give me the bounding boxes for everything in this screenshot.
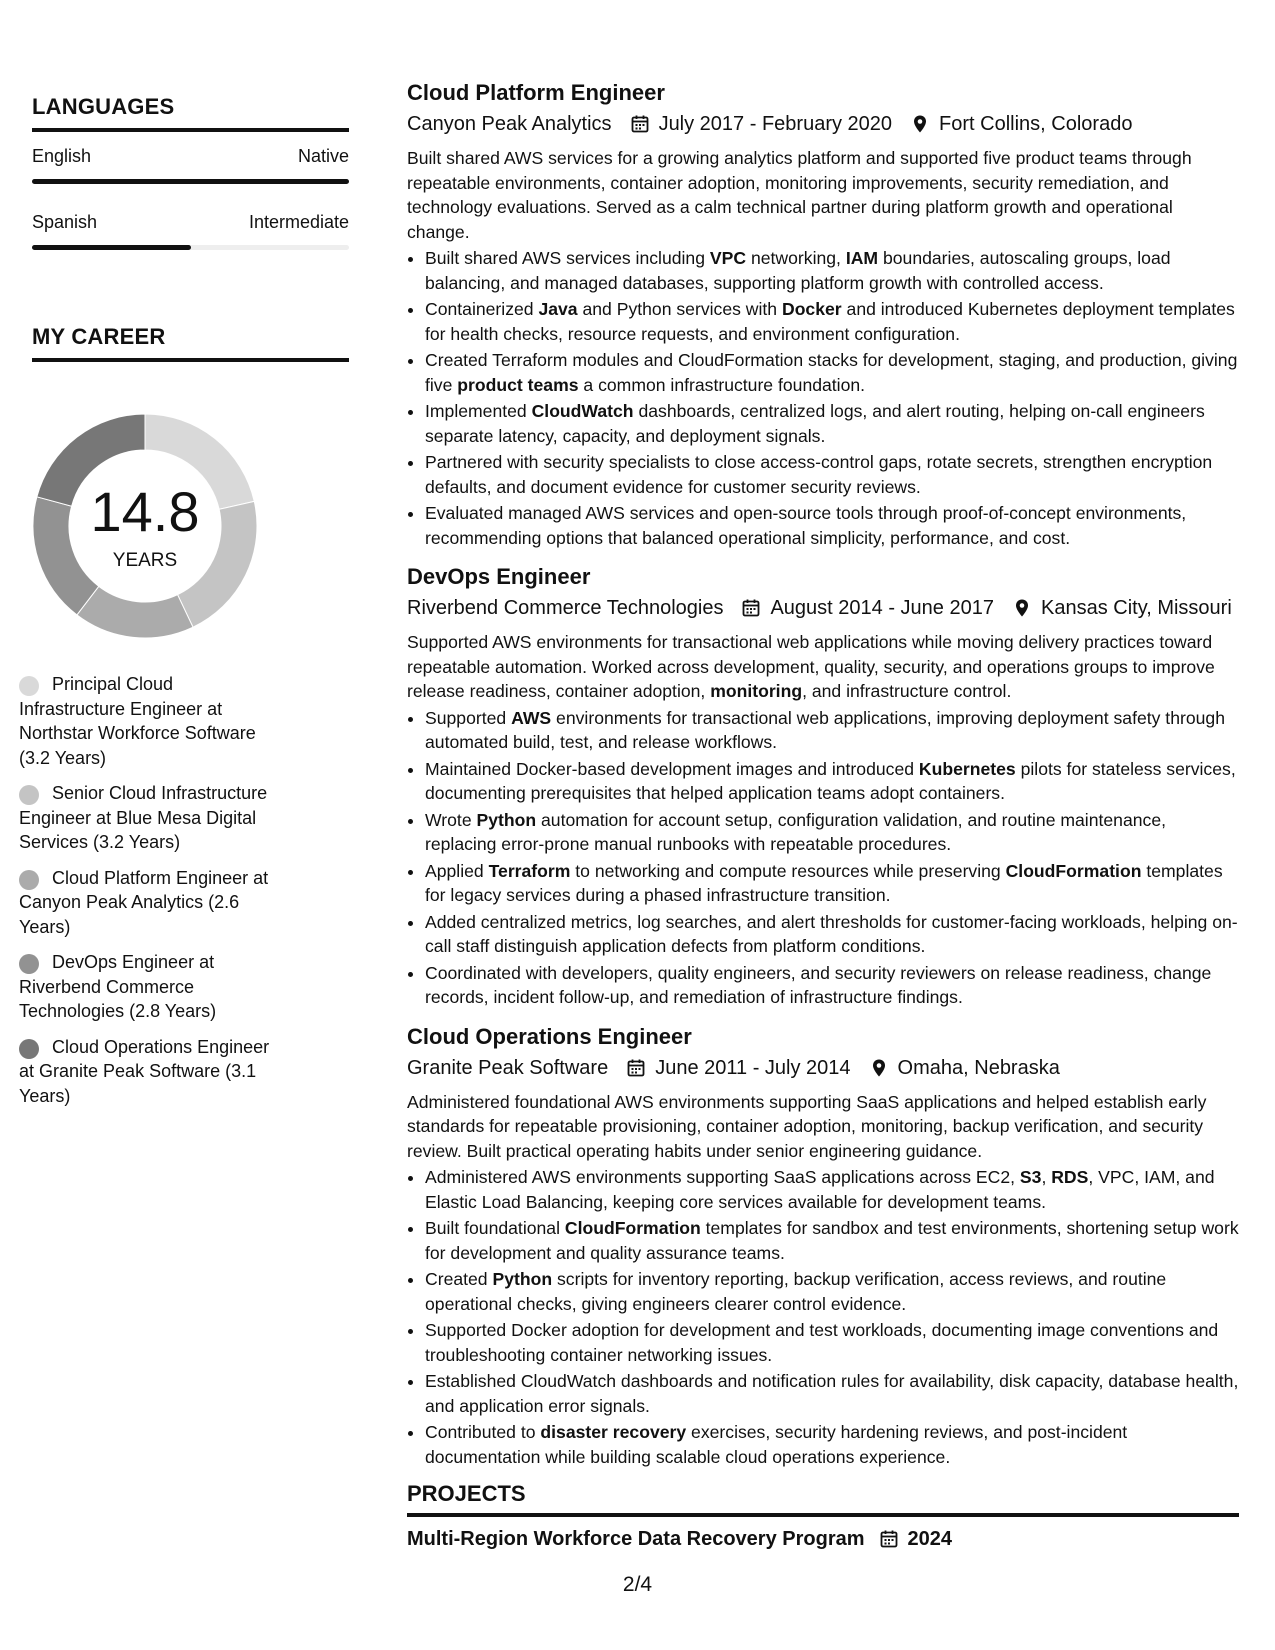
text-run: Supported AWS environments for transactional web applications while moving delivery practices toward repeatable automation. Worked across development, quality, security, and operations groups to improve release readiness, container adoption, — [407, 632, 1215, 701]
legend-swatch — [19, 785, 39, 805]
job-bullet — [425, 808, 1239, 857]
career-legend — [19, 672, 281, 1119]
legend-swatch — [19, 870, 39, 890]
text-run: and introduced Kubernetes deployment templates for health checks, resource requests, and environment configuration. — [425, 299, 1235, 344]
experience-column — [407, 78, 1239, 1555]
text-run: Created Terraform modules and CloudFormation stacks for development, staging, and production, giving five — [425, 350, 1238, 395]
job-bullet — [425, 1267, 1239, 1316]
calendar-icon — [741, 598, 761, 618]
text-run: boundaries, autoscaling groups, load balancing, and managed databases, supporting platform growth with controlled access. — [425, 248, 1171, 293]
job-summary: Built shared AWS services for a growing analytics platform and supported five product teams through repeatable environments, container adoption, monitoring improvements, security remediation, and technology evaluations. Served as a calm technical partner during platform growth and operational change. — [407, 148, 1192, 242]
keyword: CloudFormation — [1005, 860, 1142, 881]
legend-item — [19, 950, 281, 1024]
keyword: CloudWatch — [531, 401, 634, 421]
text-run: Partnered with security specialists to close access-control gaps, rotate secrets, strengthen encryption defaults, and document evidence for customer security reviews. — [425, 452, 1213, 497]
language-name: Spanish — [32, 212, 98, 232]
job-bullet — [425, 1318, 1239, 1367]
job-bullet — [425, 297, 1239, 346]
legend-item — [19, 1035, 281, 1109]
job-bullet — [425, 910, 1239, 959]
job-location: Kansas City, Missouri — [1040, 597, 1232, 619]
legend-swatch — [19, 676, 39, 696]
project-year: 2024 — [907, 1528, 953, 1550]
job-bullet — [425, 501, 1239, 550]
calendar-icon — [879, 1529, 899, 1549]
legend-label: Cloud Operations Engineer at Granite Peak Software (3.1 Years) — [19, 1036, 270, 1106]
job-dates: August 2014 - June 2017 — [770, 597, 994, 619]
keyword: monitoring — [710, 681, 803, 701]
job-company: Canyon Peak Analytics — [407, 113, 612, 135]
job-bullet — [425, 1216, 1239, 1265]
job-bullet — [425, 1165, 1239, 1214]
job-bullets — [407, 246, 1239, 550]
career-donut-chart — [33, 414, 257, 638]
calendar-icon — [626, 1058, 646, 1078]
job-title: Cloud Platform Engineer — [407, 80, 665, 105]
job-bullet — [425, 961, 1239, 1010]
map-pin-icon — [1012, 598, 1032, 618]
legend-label: Principal Cloud Infrastructure Engineer at Northstar Workforce Software (3.2 Years) — [19, 674, 256, 768]
page-number: 2/4 — [622, 1573, 653, 1596]
text-run: , and infrastructure control. — [802, 681, 1012, 701]
legend-swatch — [19, 954, 39, 974]
project-entry — [407, 1523, 1239, 1555]
job-title: Cloud Operations Engineer — [407, 1023, 692, 1049]
legend-item — [19, 866, 281, 940]
keyword: CloudFormation — [564, 1218, 701, 1238]
job-bullet — [425, 348, 1239, 397]
job-bullets — [407, 1165, 1239, 1469]
job-meta — [407, 1052, 1239, 1084]
legend-label: Cloud Platform Engineer at Canyon Peak Analytics (2.6 Years) — [19, 867, 269, 937]
text-run: , — [1041, 1167, 1052, 1187]
text-run: Built foundational — [425, 1218, 565, 1238]
text-run: a common infrastructure foundation. — [578, 374, 866, 395]
job-title: DevOps Engineer — [407, 564, 591, 589]
job-bullet — [425, 450, 1239, 499]
text-run: dashboards, centralized logs, and alert routing, helping on-call engineers separate latency, capacity, and deployment signals. — [425, 401, 1205, 446]
job-bullet — [425, 757, 1239, 806]
languages-heading: LANGUAGES — [32, 94, 349, 132]
project-name: Multi-Region Workforce Data Recovery Program — [407, 1528, 865, 1550]
text-run: networking, — [746, 248, 846, 268]
text-run: to networking and compute resources while preserving — [570, 860, 1006, 881]
legend-label: Senior Cloud Infrastructure Engineer at Blue Mesa Digital Services (3.2 Years) — [19, 783, 268, 852]
legend-label: DevOps Engineer at Riverbend Commerce Technologies (2.8 Years) — [19, 952, 217, 1021]
keyword: Kubernetes — [918, 758, 1016, 779]
career-donut-center — [33, 414, 257, 638]
job-entry — [407, 562, 1239, 1010]
career-heading: MY CAREER — [32, 324, 349, 362]
job-company: Granite Peak Software — [407, 1056, 609, 1079]
text-run: Established CloudWatch dashboards and notification rules for availability, disk capacity, database health, and application error signals. — [425, 1371, 1239, 1416]
text-run: Added centralized metrics, log searches, and alert thresholds for customer-facing workloads, helping on-call staff distinguish application defects from platform conditions. — [425, 911, 1238, 956]
language-level: Intermediate — [248, 212, 349, 232]
text-run: Built shared AWS services including — [425, 248, 710, 268]
keyword: AWS — [511, 707, 552, 728]
job-bullet — [425, 399, 1239, 448]
legend-swatch — [19, 1039, 39, 1059]
text-run: exercises, security hardening reviews, and post-incident documentation while building scalable cloud operations experience. — [425, 1422, 1128, 1467]
projects-heading: PROJECTS — [407, 1481, 1239, 1517]
keyword: S3 — [1019, 1167, 1042, 1187]
keyword: disaster recovery — [540, 1422, 687, 1442]
job-dates: July 2017 - February 2020 — [658, 113, 893, 135]
legend-item — [19, 781, 281, 855]
job-entry — [407, 1022, 1239, 1470]
text-run: Created — [425, 1269, 493, 1289]
text-run: Implemented — [425, 401, 532, 421]
text-run: environments for transactional web applications, improving deployment safety through automated build, test, and release workflows. — [425, 707, 1225, 752]
legend-item — [19, 672, 281, 770]
keyword: VPC — [709, 248, 747, 268]
job-summary: Administered foundational AWS environments supporting SaaS applications and helped establish early standards for repeatable provisioning, container adoption, monitoring, backup verification, and security review. Built practical operating habits under senior engineering guidance. — [407, 1091, 1207, 1161]
job-bullet — [425, 246, 1239, 295]
language-name: English — [32, 146, 92, 166]
language-proficiency-fill — [32, 179, 349, 184]
keyword: IAM — [845, 248, 879, 268]
text-run: Coordinated with developers, quality engineers, and security reviewers on release readiness, change records, incident follow-up, and remediation of infrastructure findings. — [425, 962, 1212, 1007]
career-total-years: 14.8 — [90, 480, 200, 543]
language-proficiency-fill — [32, 245, 191, 250]
text-run: , VPC, IAM, and Elastic Load Balancing, keeping core services available for development teams. — [425, 1167, 1215, 1212]
text-run: scripts for inventory reporting, backup verification, access reviews, and routine operational checks, giving engineers clearer control evidence. — [425, 1269, 1167, 1314]
text-run: Supported Docker adoption for development and test workloads, documenting image conventions and troubleshooting container networking issues. — [425, 1320, 1219, 1365]
text-run: automation for account setup, configuration validation, and routine maintenance, replacing error-prone manual runbooks with repeatable procedures. — [425, 809, 1166, 854]
keyword: Terraform — [488, 860, 571, 881]
job-location: Omaha, Nebraska — [897, 1056, 1060, 1079]
language-level: Native — [297, 146, 349, 166]
text-run: Maintained Docker-based development images and introduced — [425, 758, 919, 779]
text-run: templates for legacy services during a phased infrastructure transition. — [425, 860, 1223, 905]
job-meta — [407, 592, 1239, 624]
text-run: pilots for stateless services, documenting prerequisites that helped application teams adopt containers. — [425, 758, 1236, 803]
keyword: Python — [492, 1269, 553, 1289]
text-run: Wrote — [425, 809, 477, 830]
job-bullet — [425, 1369, 1239, 1418]
job-meta — [407, 108, 1239, 140]
language-proficiency-bar — [32, 179, 349, 184]
text-run: Contributed to — [425, 1422, 541, 1442]
keyword: Python — [476, 809, 537, 830]
text-run: Supported — [425, 707, 512, 728]
job-bullet — [425, 1420, 1239, 1469]
text-run: Applied — [425, 860, 489, 881]
text-run: and Python services with — [577, 299, 782, 319]
job-entry — [407, 78, 1239, 550]
keyword: RDS — [1051, 1167, 1089, 1187]
job-bullets — [407, 706, 1239, 1010]
job-company: Riverbend Commerce Technologies — [407, 597, 724, 619]
job-bullet — [425, 706, 1239, 755]
map-pin-icon — [910, 114, 930, 134]
text-run: Administered AWS environments supporting SaaS applications across EC2, — [425, 1167, 1020, 1187]
job-summary — [407, 630, 1239, 704]
map-pin-icon — [869, 1058, 889, 1078]
language-proficiency-bar — [32, 245, 349, 250]
job-dates: June 2011 - July 2014 — [655, 1056, 851, 1079]
job-bullet — [425, 859, 1239, 908]
keyword: Docker — [781, 299, 842, 319]
calendar-icon — [630, 114, 650, 134]
career-years-label: YEARS — [112, 550, 178, 571]
text-run: Evaluated managed AWS services and open-source tools through proof-of-concept environments, recommending options that balanced operational simplicity, performance, and cost. — [425, 503, 1187, 548]
keyword: Java — [538, 299, 578, 319]
keyword: product teams — [457, 374, 579, 395]
text-run: Containerized — [425, 299, 539, 319]
job-location: Fort Collins, Colorado — [939, 113, 1133, 135]
text-run: templates for sandbox and test environments, shortening setup work for development and quality assurance teams. — [425, 1218, 1239, 1263]
